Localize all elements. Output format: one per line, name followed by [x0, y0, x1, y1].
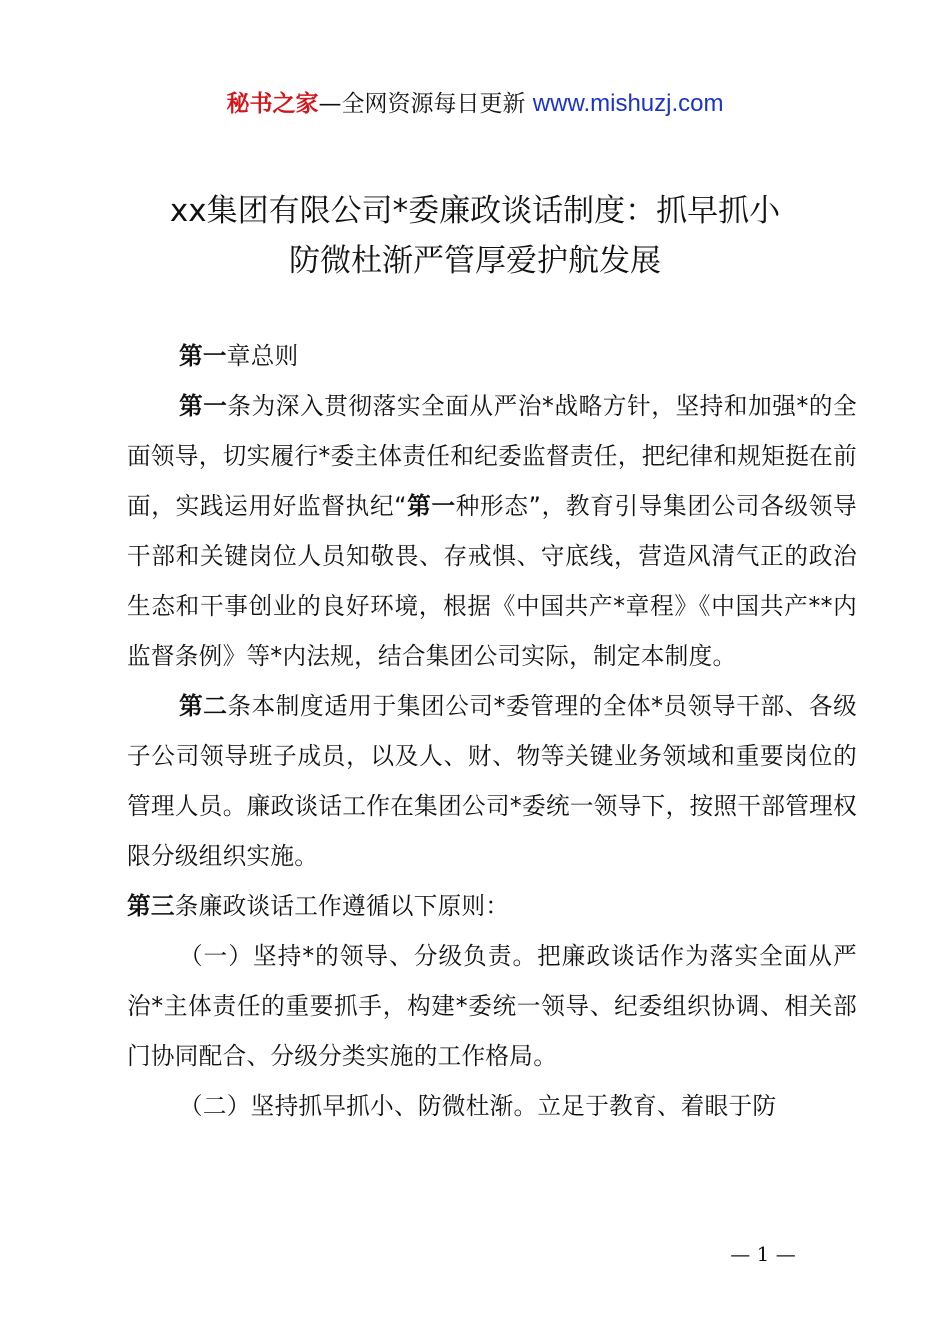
- brand-name: 秘书之家: [226, 91, 319, 117]
- document-title: [0, 186, 950, 286]
- chapter-heading: [127, 331, 857, 381]
- article-1-text-b: 种形态”，教育引导集团公司各级领导干部和关键岗位人员知敬畏、存戒惧、守底线，营造风清气正的政治生态和干事创业的良好环境，根据《中国共产*章程》《中国共产**内监督条例》等*内法规，结合集团公司实际，制定本制度。: [127, 492, 857, 670]
- principle-1: （一）坚持*的领导、分级负责。把廉政谈话作为落实全面从严治*主体责任的重要抓手，构建*委统一领导、纪委组织协调、相关部门协同配合、分级分类实施的工作格局。: [127, 942, 857, 1070]
- article-2: [127, 681, 857, 881]
- article-2-text: 条本制度适用于集团公司*委管理的全体*员领导干部、各级子公司领导班子成员，以及人、财、物等关键业务领域和重要岗位的管理人员。廉政谈话工作在集团公司*委统一领导下，按照干部管理权限分级组织实施。: [127, 692, 857, 870]
- article-1-number: 第一: [179, 392, 228, 420]
- document-body: [127, 331, 857, 1131]
- article-3-number: 第三: [127, 892, 175, 920]
- principle-2: （二）坚持抓早抓小、防微杜渐。立足于教育、着眼于防: [179, 1092, 777, 1120]
- page-number: — 1 —: [730, 1242, 796, 1266]
- title-line-1: xx集团有限公司*委廉政谈话制度：抓早抓小: [169, 193, 781, 229]
- article-3: [127, 881, 857, 931]
- article-3-text: 条廉政谈话工作遵循以下原则：: [174, 892, 510, 920]
- article-1: [127, 381, 857, 681]
- article-1-inline-bold: 第一: [406, 492, 456, 520]
- chapter-rest: 章总则: [226, 342, 299, 370]
- title-line-2: 防微杜渐严管厚爱护航发展: [289, 243, 661, 279]
- site-url-link[interactable]: www.mishuzj.com: [532, 90, 724, 117]
- chapter-bold: 第一: [179, 342, 227, 370]
- article-2-number: 第二: [179, 692, 228, 720]
- header-tagline: —全网资源每日更新: [318, 91, 533, 117]
- article-1-text-a: 条为深入贯彻落实全面从严治*战略方针，坚持和加强*的全面领导，切实履行*委主体责任和纪委监督责任，把纪律和规矩挺在前面，实践运用好监督执纪“: [127, 392, 857, 520]
- site-header: [0, 88, 950, 120]
